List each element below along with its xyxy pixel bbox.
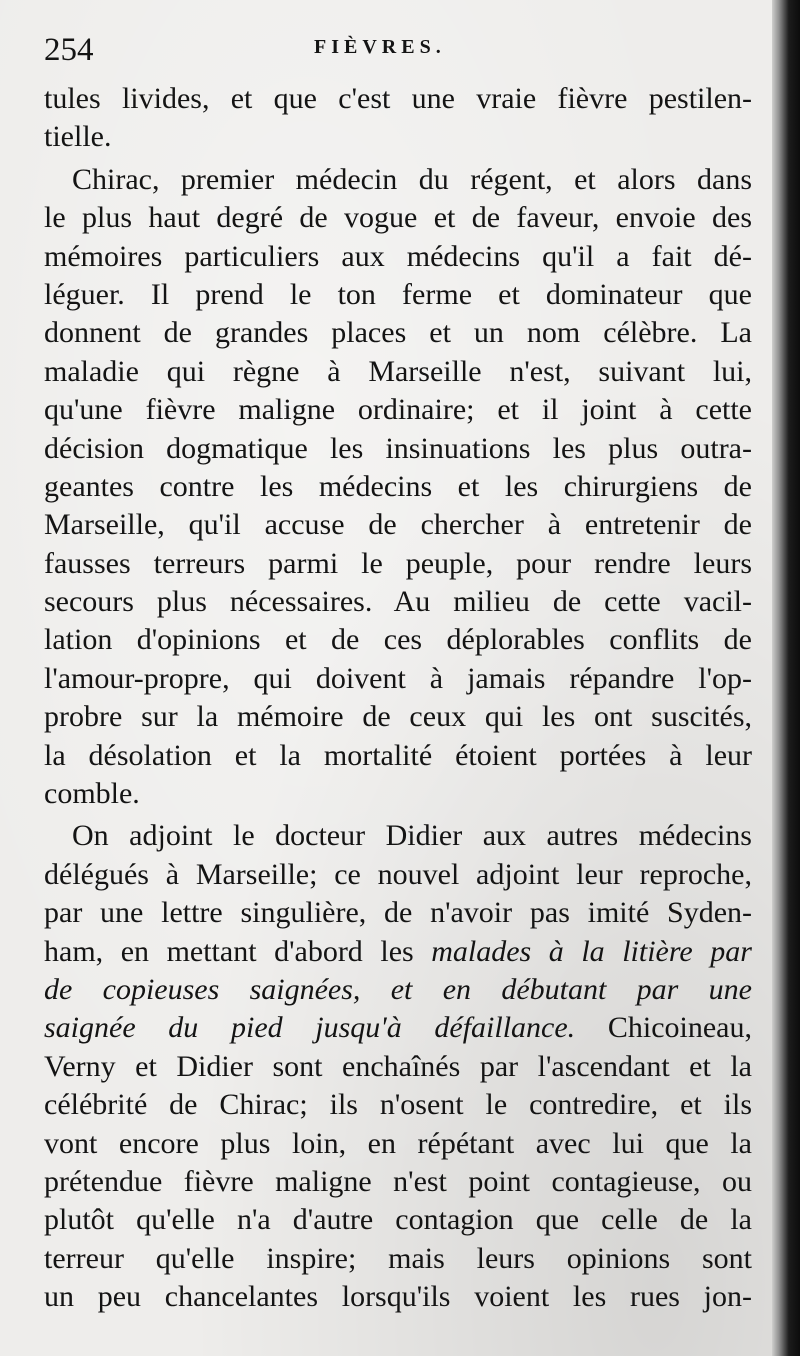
text-line bbox=[44, 1009, 752, 1047]
text-line: prétendue fièvre maligne n'est point contagieuse, ou bbox=[44, 1164, 752, 1198]
text-line bbox=[44, 933, 752, 971]
text-line: geantes contre les médecins et les chirurgiens de bbox=[44, 469, 752, 503]
text-line: par une lettre singulière, de n'avoir pas imité Syden- bbox=[44, 896, 752, 930]
text-line: un peu chancelantes lorsqu'ils voient les rues jon- bbox=[44, 1280, 752, 1314]
text-line: délégués à Marseille; ce nouvel adjoint leur reproche, bbox=[44, 857, 752, 891]
text-line: tielle. bbox=[44, 120, 112, 154]
text-run: Chicoineau, bbox=[575, 1011, 752, 1045]
text-line bbox=[44, 971, 752, 1009]
text-line: comble. bbox=[44, 777, 140, 811]
text-run: ham, en mettant d'abord les bbox=[44, 934, 432, 968]
running-head bbox=[44, 28, 752, 80]
italic-quote: saignée du pied jusqu'à défaillance. bbox=[44, 1011, 576, 1045]
text-line: l'amour-propre, qui doivent à jamais répandre l'op- bbox=[44, 661, 752, 695]
text-line: fausses terreurs parmi le peuple, pour rendre leurs bbox=[44, 546, 752, 580]
page-number: 254 bbox=[44, 32, 94, 68]
text-line: tules livides, et que c'est une vraie fièvre pestilen- bbox=[44, 82, 752, 115]
paragraph-continuation bbox=[44, 80, 752, 157]
text-line: plutôt qu'elle n'a d'autre contagion que celle de la bbox=[44, 1203, 752, 1237]
text-line: Marseille, qu'il accuse de chercher à entretenir de bbox=[44, 508, 752, 542]
text-line: léguer. Il prend le ton ferme et dominateur que bbox=[44, 277, 752, 311]
text-line: secours plus nécessaires. Au milieu de cette vacil- bbox=[44, 585, 752, 619]
running-title: FIÈVRES. bbox=[314, 36, 446, 58]
text-line: vont encore plus loin, en répétant avec lui que la bbox=[44, 1126, 752, 1160]
text-line: On adjoint le docteur Didier aux autres médecins bbox=[72, 819, 752, 853]
text-line: célébrité de Chirac; ils n'osent le contredire, et ils bbox=[44, 1088, 752, 1122]
text-line: le plus haut degré de vogue et de faveur, envoie des bbox=[44, 201, 752, 235]
text-line: maladie qui règne à Marseille n'est, suivant lui, bbox=[44, 354, 752, 388]
page-text-block bbox=[44, 28, 752, 1317]
italic-quote: malades à la litière par bbox=[431, 934, 752, 968]
text-line: qu'une fièvre maligne ordinaire; et il joint à cette bbox=[44, 393, 752, 427]
page-edge-shadow bbox=[772, 0, 800, 1356]
paragraph-chirac bbox=[44, 161, 752, 814]
text-line: la désolation et la mortalité étoient portées à leur bbox=[44, 738, 752, 772]
text-line: lation d'opinions et de ces déplorables conflits de bbox=[44, 623, 752, 657]
italic-quote: de copieuses saignées, et en débutant par une bbox=[44, 972, 752, 1006]
text-line: terreur qu'elle inspire; mais leurs opinions sont bbox=[44, 1241, 752, 1275]
paragraph-didier bbox=[44, 817, 752, 1316]
text-line: décision dogmatique les insinuations les plus outra- bbox=[44, 431, 752, 465]
text-line: Chirac, premier médecin du régent, et alors dans bbox=[72, 162, 752, 196]
text-line: mémoires particuliers aux médecins qu'il a fait dé- bbox=[44, 239, 752, 273]
text-line: Verny et Didier sont enchaînés par l'ascendant et la bbox=[44, 1049, 752, 1083]
text-line: probre sur la mémoire de ceux qui les ont suscités, bbox=[44, 700, 752, 734]
text-line: donnent de grandes places et un nom célèbre. La bbox=[44, 316, 752, 350]
